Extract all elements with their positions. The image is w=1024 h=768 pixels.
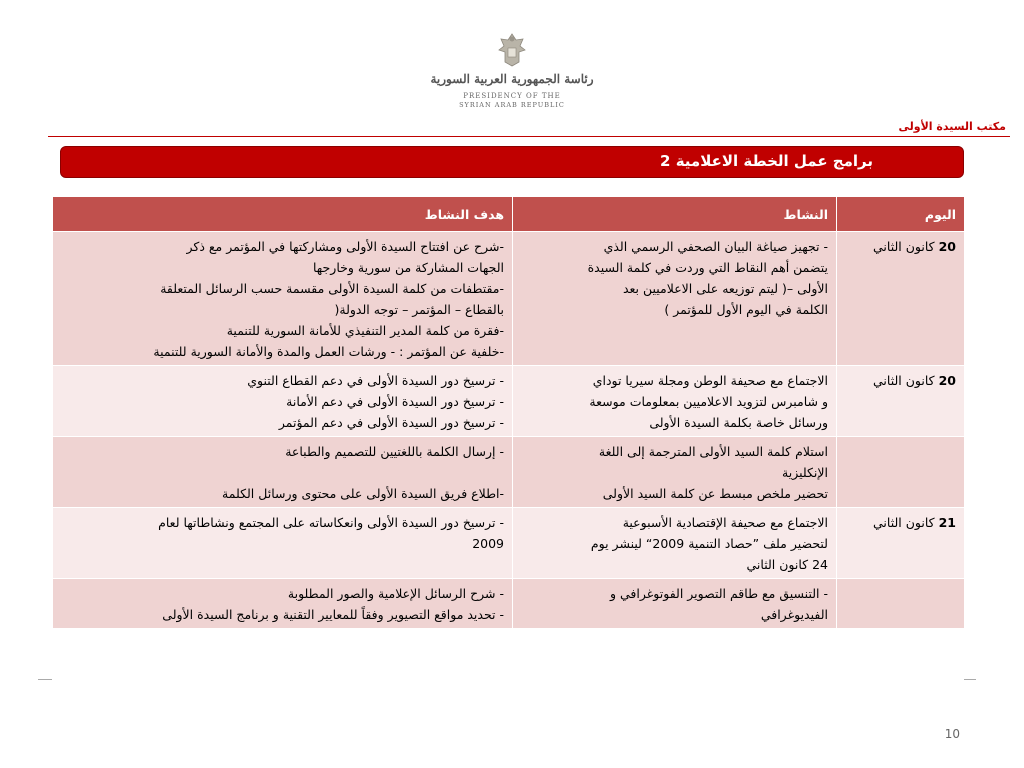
logo-english-line2: SYRIAN ARAB REPUBLIC <box>459 101 565 109</box>
eagle-emblem-icon <box>495 32 529 68</box>
table-header-row <box>53 197 965 232</box>
logo-arabic-text: رئاسة الجمهورية العربية السورية <box>430 72 594 86</box>
day-cell <box>837 232 965 366</box>
column-header-activity: النشاط <box>513 197 837 232</box>
goal-cell <box>53 437 513 508</box>
activity-line: ورسائل خاصة بكلمة السيدة الأولى <box>649 415 828 430</box>
table-row <box>53 508 965 579</box>
activity-line: 24 كانون الثاني <box>746 557 828 572</box>
activity-line: و شامبرس لتزويد الاعلاميين بمعلومات موسعة <box>589 394 828 409</box>
day-cell <box>837 366 965 437</box>
day-cell <box>837 437 965 508</box>
column-header-day: اليوم <box>837 197 965 232</box>
activity-line: الاجتماع مع صحيفة الوطن ومجلة سيريا توداي <box>592 373 828 388</box>
goal-line: -فقرة من كلمة المدير التنفيذي للأمانة السورية للتنمية <box>226 323 504 338</box>
goal-cell <box>53 366 513 437</box>
activity-line: لتحضير ملف ”حصاد التنمية 2009“ لينشر يوم <box>590 536 828 551</box>
header-divider <box>48 136 1010 137</box>
activity-line: يتضمن أهم النقاط التي وردت في كلمة السيدة <box>587 260 828 275</box>
table-row <box>53 437 965 508</box>
activity-line: الكلمة في اليوم الأول للمؤتمر ) <box>664 302 828 317</box>
day-cell <box>837 579 965 629</box>
day-month: كانون الثاني <box>873 373 935 388</box>
goal-line: - تحديد مواقع التصيوير وفقاً للمعايير التقنية و برنامج السيدة الأولى <box>162 607 504 622</box>
banner-title: برامج عمل الخطة الاعلامية 2 <box>660 152 873 170</box>
day-month: كانون الثاني <box>873 239 935 254</box>
activity-cell <box>513 437 837 508</box>
activity-line: استلام كلمة السيد الأولى المترجمة إلى اللغة <box>598 444 828 459</box>
activity-line: الفيديوغرافي <box>760 607 828 622</box>
table-body <box>53 232 965 629</box>
day-number: 20 <box>938 239 956 254</box>
activity-line: - التنسيق مع طاقم التصوير الفوتوغرافي و <box>610 586 828 601</box>
activity-line: تحضير ملخص مبسط عن كلمة السيد الأولى <box>602 486 828 501</box>
activity-cell <box>513 232 837 366</box>
day-cell <box>837 508 965 579</box>
goal-line: - ترسيخ دور السيدة الأولى في دعم المؤتمر <box>278 415 504 430</box>
goal-line: 2009 <box>472 536 504 551</box>
goal-cell <box>53 232 513 366</box>
goal-cell <box>53 508 513 579</box>
left-edge-tick <box>38 679 52 680</box>
office-label: مكتب السيدة الأولى <box>898 120 1006 133</box>
title-banner <box>60 146 964 178</box>
table-row <box>53 579 965 629</box>
activity-cell <box>513 508 837 579</box>
table-row <box>53 366 965 437</box>
day-number: 21 <box>938 515 956 530</box>
goal-line: - ترسيخ دور السيدة الأولى في دعم القطاع التنوي <box>247 373 504 388</box>
plan-table <box>52 196 965 629</box>
goal-line: -مقتطفات من كلمة السيدة الأولى مقسمة حسب الرسائل المتعلقة <box>160 281 504 296</box>
table-row <box>53 232 965 366</box>
activity-line: - تجهيز صياغة البيان الصحفي الرسمي الذي <box>603 239 828 254</box>
goal-line: - ترسيخ دور السيدة الأولى في دعم الأمانة <box>286 394 504 409</box>
page-number: 10 <box>944 727 960 741</box>
goal-line: -خلفية عن المؤتمر : - ورشات العمل والمدة والأمانة السورية للتنمية <box>153 344 504 359</box>
goal-line: - شرح الرسائل الإعلامية والصور المطلوبة <box>287 586 504 601</box>
right-edge-tick <box>964 679 976 680</box>
activity-line: الأولى –( ليتم توزيعه على الاعلاميين بعد <box>622 281 828 296</box>
activity-line: الاجتماع مع صحيفة الإقتصادية الأسبوعية <box>622 515 828 530</box>
day-month: كانون الثاني <box>873 515 935 530</box>
goal-cell <box>53 579 513 629</box>
header <box>0 20 1024 115</box>
column-header-goal: هدف النشاط <box>53 197 513 232</box>
activity-line: الإنكليزية <box>782 465 828 480</box>
logo-english-line1: PRESIDENCY OF THE <box>463 92 561 100</box>
day-number: 20 <box>938 373 956 388</box>
activity-cell <box>513 366 837 437</box>
goal-line: الجهات المشاركة من سورية وخارجها <box>312 260 504 275</box>
goal-line: - إرسال الكلمة باللغتيين للتصميم والطباعة <box>285 444 504 459</box>
goal-line: -شرح عن افتتاح السيدة الأولى ومشاركتها في المؤتمر مع ذكر <box>186 239 504 254</box>
goal-line: - ترسيخ دور السيدة الأولى وانعكاساته على المجتمع ونشاطاتها لعام <box>158 515 504 530</box>
goal-line: -اطلاع فريق السيدة الأولى على محتوى ورسائل الكلمة <box>222 486 504 501</box>
goal-line <box>61 462 504 483</box>
goal-line: بالقطاع – المؤتمر – توجه الدولة( <box>334 302 504 317</box>
activity-cell <box>513 579 837 629</box>
